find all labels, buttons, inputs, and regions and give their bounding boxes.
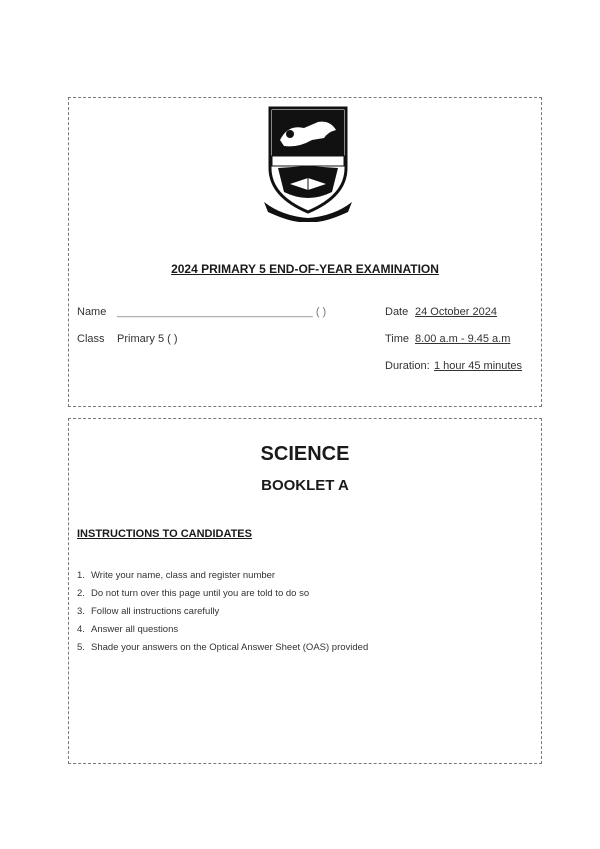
time-label: Time xyxy=(385,333,410,345)
duration-label: Duration: xyxy=(385,360,430,372)
list-item: 3. Follow all instructions carefully xyxy=(77,606,220,617)
list-item: 2. Do not turn over this page until you are told to do so xyxy=(77,588,310,599)
subject-title: SCIENCE xyxy=(260,443,350,465)
name-field: ________________________________ ( ) xyxy=(117,306,327,318)
name-label: Name xyxy=(77,306,107,318)
instructions-box xyxy=(68,418,542,764)
booklet-title: BOOKLET A xyxy=(261,477,349,494)
header-box xyxy=(68,97,542,407)
school-crest-logo xyxy=(262,104,354,222)
instructions-list xyxy=(77,567,368,657)
time-value: 8.00 a.m - 9.45 a.m xyxy=(415,333,511,345)
instructions-heading: INSTRUCTIONS TO CANDIDATES xyxy=(77,528,252,540)
list-item: 5. Shade your answers on the Optical Answer Sheet (OAS) provided xyxy=(77,642,369,653)
list-item: 4. Answer all questions xyxy=(77,624,179,635)
list-item: 1. Write your name, class and register number xyxy=(77,570,276,581)
duration-value: 1 hour 45 minutes xyxy=(434,360,523,372)
date-value: 24 October 2024 xyxy=(415,306,497,318)
class-label: Class xyxy=(77,333,105,345)
class-field: Primary 5 ( ) xyxy=(117,333,178,345)
exam-title: 2024 PRIMARY 5 END-OF-YEAR EXAMINATION xyxy=(171,262,439,276)
date-label: Date xyxy=(385,306,409,318)
